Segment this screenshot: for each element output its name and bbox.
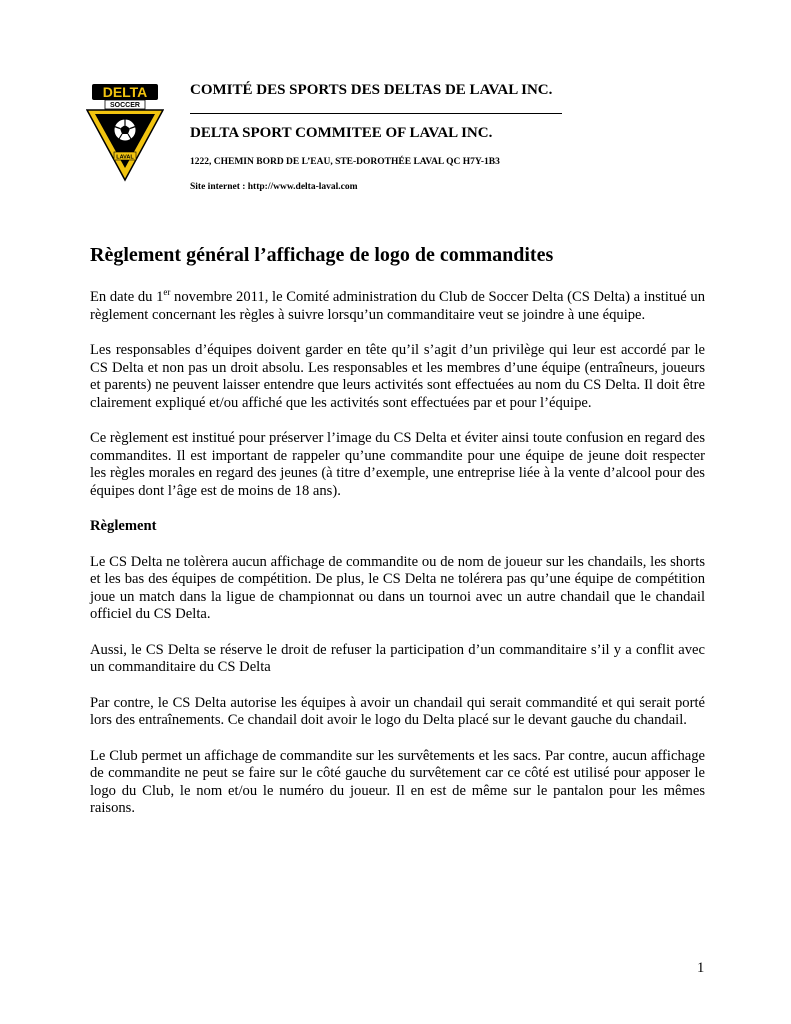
page-number: 1: [697, 960, 705, 976]
letterhead-address: 1222, CHEMIN BORD DE L’EAU, STE-DOROTHÉE LAVAL QC H7Y-1B3: [190, 157, 500, 167]
letterhead-english-name: DELTA SPORT COMMITEE OF LAVAL INC.: [190, 125, 493, 141]
document-body: [90, 244, 705, 818]
delta-soccer-logo: [86, 80, 164, 182]
document-title: Règlement général l’affichage de logo de commandites: [90, 244, 554, 266]
intro-superscript: er: [163, 287, 171, 297]
paragraph-chandails: Le CS Delta ne tolèrera aucun affichage de commandite ou de nom de joueur sur les chandails, les shorts et les bas des équipes de compétition. De plus, le CS Delta ne tolérera pas qu’une équipe de compétition joue un match dans la ligue de championnat ou dans un tournoi avec un autre chandail que le chandail officiel du CS Delta.: [90, 553, 705, 622]
paragraph-entrainements: Par contre, le CS Delta autorise les équipes à avoir un chandail qui serait commandité et qui serait porté lors des entraînements. Ce chandail doit avoir le logo du Delta placé sur le devant gauche du chandail.: [90, 694, 705, 728]
logo-delta-word: DELTA: [102, 84, 148, 100]
letterhead-divider: [190, 113, 562, 114]
paragraph-survetements: Le Club permet un affichage de commandite sur les survêtements et les sacs. Par contre, aucun affichage de commandite ne peut se faire sur le côté gauche du survêtement car ce côté est utilisé pour apposer le logo du Club, le nom et/ou le numéro du joueur. Il en est de même sur le pantalon pour les mêmes raisons.: [90, 747, 705, 816]
paragraph-conflit: Aussi, le CS Delta se réserve le droit de refuser la participation d’un commanditaire s’il y a conflit avec un commanditaire du CS Delta: [90, 641, 705, 675]
paragraph-intro: [90, 289, 705, 324]
paragraph-responsables: Les responsables d’équipes doivent garder en tête qu’il s’agit d’un privilège qui leur est accordé par le CS Delta et non pas un droit absolu. Les responsables et les membres d’une équipe (entraîneurs, joueurs et parents) ne peuvent laisser entendre que leurs activités sont effectuées au nom du CS Delta. Il doit être clairement expliqué et/ou affiché que les activités sont effectuées par et pour l’équipe.: [90, 342, 705, 411]
logo-soccer-word: SOCCER: [110, 102, 140, 109]
letterhead: [190, 82, 590, 192]
letterhead-website: Site internet : http://www.delta-laval.com: [190, 182, 358, 192]
section-heading-reglement: Règlement: [90, 518, 157, 534]
paragraph-image: Ce règlement est institué pour préserver l’image du CS Delta et éviter ainsi toute confusion en regard des commandites. Il est important de rappeler qu’une commandite pour une équipe de jeune doit respecter les règles morales en regard des jeunes (à titre d’exemple, une entreprise liée à la vente d’alcool pour des équipes dont l’âge est de moins de 18 ans).: [90, 430, 705, 499]
intro-text-b: novembre 2011, le Comité administration du Club de Soccer Delta (CS Delta) a institué un règlement concernant les règles à suivre lorsqu’un commanditaire veut se joindre à une équipe.: [90, 289, 705, 323]
logo-laval-word: LAVAL: [116, 154, 134, 161]
letterhead-french-name: COMITÉ DES SPORTS DES DELTAS DE LAVAL INC.: [190, 82, 553, 98]
intro-text-a: En date du 1: [90, 289, 164, 305]
